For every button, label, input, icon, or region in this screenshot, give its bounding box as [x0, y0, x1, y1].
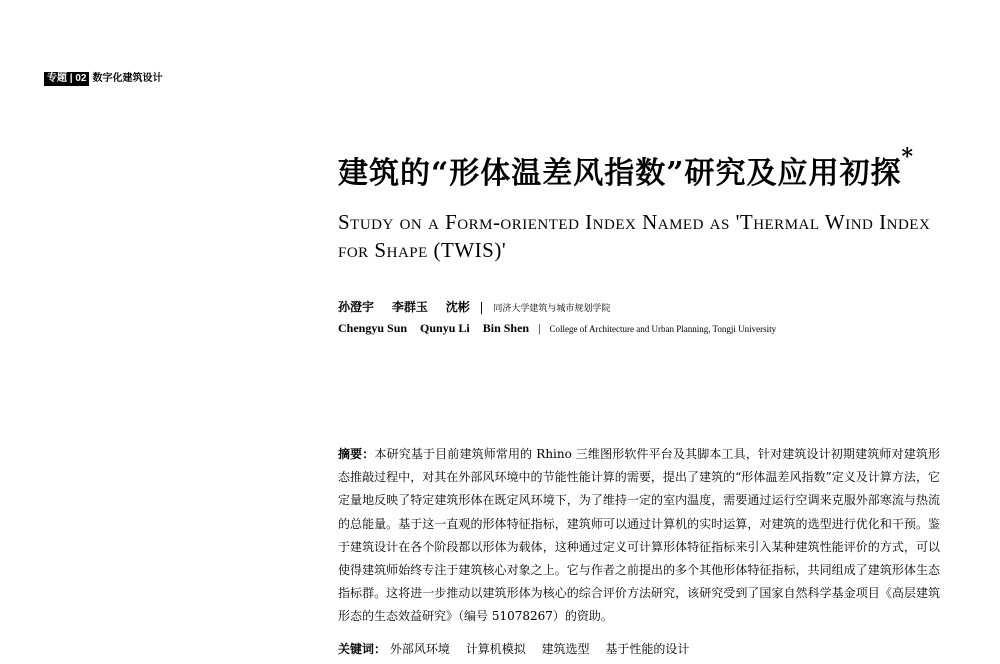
- keywords: [338, 640, 701, 657]
- authors-english: [338, 321, 776, 336]
- keyword: 计算机模拟: [465, 642, 526, 656]
- keyword: 建筑选型: [541, 642, 590, 656]
- keyword: 外部风环境: [389, 642, 450, 656]
- author-name: 沈彬: [445, 300, 470, 314]
- paper-title-text: 建筑的“形体温差风指数”研究及应用初探: [338, 156, 902, 191]
- author-name: Qunyu Li: [420, 321, 470, 335]
- authors-chinese: [338, 298, 610, 315]
- english-title: Study on a Form-oriented Index Named as 'Thermal Wind Index for Shape (TWIS)': [338, 210, 931, 262]
- author-name: 李群玉: [391, 300, 428, 314]
- footnote-mark: *: [901, 144, 915, 170]
- section-name: 数字化建筑设计: [92, 73, 163, 84]
- divider: |: [479, 300, 484, 314]
- abstract: [338, 443, 940, 629]
- divider: |: [538, 321, 541, 335]
- author-name: Bin Shen: [482, 321, 530, 335]
- keywords-label: 关键词：: [338, 642, 387, 656]
- paper-title: [338, 144, 915, 192]
- affiliation: 同济大学建筑与城市规划学院: [493, 304, 611, 314]
- abstract-label: 摘要：: [338, 447, 375, 461]
- abstract-text: 本研究基于目前建筑师常用的 Rhino 三维图形软件平台及其脚本工具，针对建筑设计初期建筑师对建筑形态推敲过程中，对其在外部风环境中的节能性能计算的需要，提出了建筑的“形体温差风指数”定义及计算方法，它定量地反映了特定建筑形体在既定风环境下，为了维持一定的室内温度，需要通过运行空调来克服外部寒流与热流的总能量。基于这一直观的形体特征指标，建筑师可以通过计算机的实时运算，对建筑的选型进行优化和干预。鉴于建筑设计在各个阶段都以形体为载体，这种通过定义可计算形体特征指标来引入某种建筑性能评价的方式，可以使得建筑师始终专注于建筑核心对象之上。它与作者之前提出的多个其他形体特征指标，共同组成了建筑形体生态指标群。这将进一步推动以建筑形体为核心的综合评价方法研究，该研究受到了国家自然科学基金项目《高层建筑形态的生态效益研究》（编号 51078267）的资助。: [338, 447, 940, 624]
- issue-badge: 专题 | 02: [44, 72, 89, 86]
- author-name: Chengyu Sun: [338, 321, 408, 335]
- keyword: 基于性能的设计: [605, 642, 690, 656]
- affiliation: College of Architecture and Urban Planning, Tongji University: [549, 324, 777, 334]
- author-name: 孙澄宇: [338, 300, 375, 314]
- journal-header: [44, 72, 162, 86]
